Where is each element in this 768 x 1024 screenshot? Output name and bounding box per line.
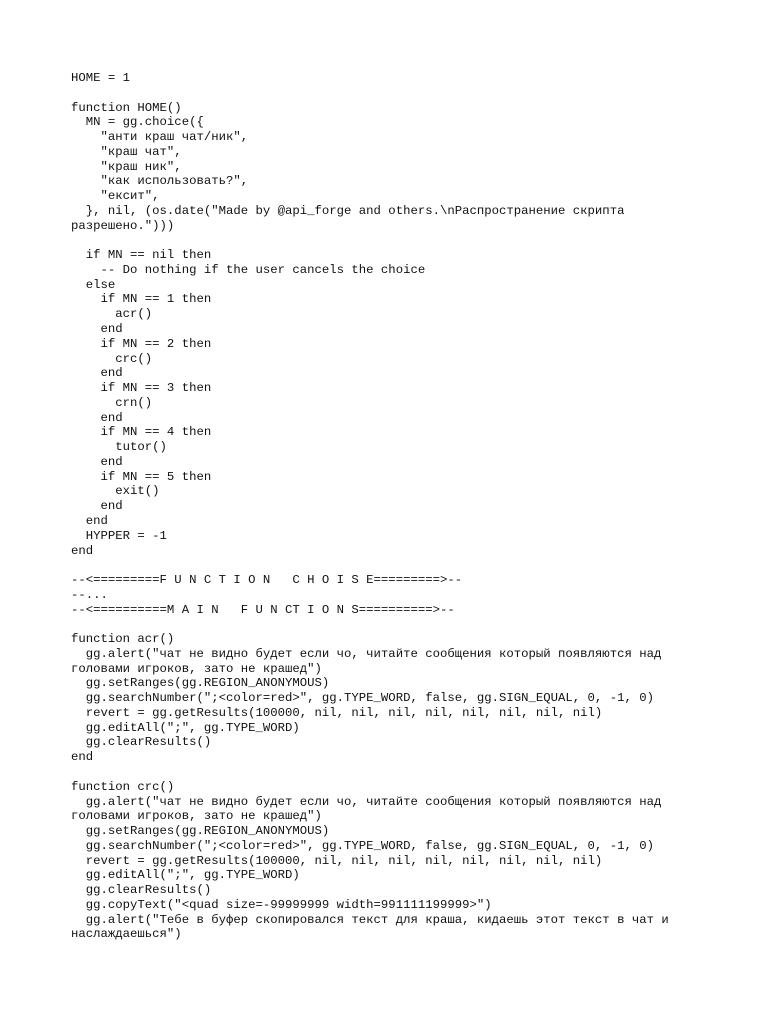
code-line bbox=[71, 617, 761, 632]
code-line: "как использовать?", bbox=[71, 174, 249, 189]
code-line: наслаждаешься") bbox=[71, 927, 182, 942]
code-line: if MN == 3 then bbox=[71, 381, 212, 396]
code-line: головами игроков, зато не крашед") bbox=[71, 661, 322, 676]
code-line bbox=[71, 558, 761, 573]
code-line: --<==========M A I N F U N CT I O N S==========>-- bbox=[71, 602, 455, 617]
code-line: tutor() bbox=[71, 440, 167, 455]
code-line: if MN == 2 then bbox=[71, 336, 212, 351]
code-line: gg.editAll(";", gg.TYPE_WORD) bbox=[71, 720, 300, 735]
code-line: function acr() bbox=[71, 632, 175, 647]
code-line: HYPPER = -1 bbox=[71, 528, 167, 543]
code-line: gg.setRanges(gg.REGION_ANONYMOUS) bbox=[71, 676, 330, 691]
code-line: "краш чат", bbox=[71, 144, 182, 159]
code-line: exit() bbox=[71, 484, 160, 499]
code-line: if MN == 4 then bbox=[71, 425, 212, 440]
code-line: crn() bbox=[71, 395, 153, 410]
code-line: end bbox=[71, 543, 94, 558]
code-line: gg.clearResults() bbox=[71, 735, 212, 750]
code-line: end bbox=[71, 454, 123, 469]
code-line: "анти краш чат/ник", bbox=[71, 130, 249, 145]
code-line: gg.alert("чат не видно будет если чо, читайте сообщения который появляются над bbox=[71, 646, 662, 661]
code-line: else bbox=[71, 277, 116, 292]
code-line: revert = gg.getResults(100000, nil, nil, nil, nil, nil, nil, nil, nil) bbox=[71, 705, 603, 720]
code-line: function HOME() bbox=[71, 100, 182, 115]
code-line: if MN == 5 then bbox=[71, 469, 212, 484]
code-line: gg.clearResults() bbox=[71, 883, 212, 898]
code-line: acr() bbox=[71, 307, 153, 322]
code-line: revert = gg.getResults(100000, nil, nil, nil, nil, nil, nil, nil, nil) bbox=[71, 853, 603, 868]
code-line: crc() bbox=[71, 351, 153, 366]
code-line: if MN == 1 then bbox=[71, 292, 212, 307]
code-line bbox=[71, 765, 761, 780]
code-line: gg.alert("Тебе в буфер скопировался текст для краша, кидаешь этот текст в чат и bbox=[71, 912, 669, 927]
code-line: -- Do nothing if the user cancels the choice bbox=[71, 262, 426, 277]
code-line: HOME = 1 bbox=[71, 71, 131, 85]
code-line: gg.searchNumber(";<color=red>", gg.TYPE_WORD, false, gg.SIGN_EQUAL, 0, -1, 0) bbox=[71, 691, 654, 706]
code-line: gg.searchNumber(";<color=red>", gg.TYPE_WORD, false, gg.SIGN_EQUAL, 0, -1, 0) bbox=[71, 838, 654, 853]
code-line: MN = gg.choice({ bbox=[71, 115, 204, 130]
code-line: gg.editAll(";", gg.TYPE_WORD) bbox=[71, 868, 300, 883]
code-line: }, nil, (os.date("Made by @api_forge and others.\nРаспространение скрипта bbox=[71, 203, 625, 218]
code-line: end bbox=[71, 366, 123, 381]
code-line: разрешено."))) bbox=[71, 218, 175, 233]
code-line: function crc() bbox=[71, 779, 175, 794]
code-line: --<=========F U N C T I O N C H O I S E=========>-- bbox=[71, 573, 463, 588]
code-line: "краш ник", bbox=[71, 159, 182, 174]
code-line: end bbox=[71, 499, 123, 514]
code-line: end bbox=[71, 513, 108, 528]
code-line: "ексит", bbox=[71, 189, 160, 204]
code-line: gg.copyText("<quad size=-99999999 width=991111199999>") bbox=[71, 897, 492, 912]
code-line: if MN == nil then bbox=[71, 248, 212, 263]
code-line: головами игроков, зато не крашед") bbox=[71, 809, 322, 824]
code-line: gg.setRanges(gg.REGION_ANONYMOUS) bbox=[71, 824, 330, 839]
code-listing bbox=[71, 71, 761, 942]
code-line: end bbox=[71, 322, 123, 337]
code-line: end bbox=[71, 410, 123, 425]
code-line bbox=[71, 233, 761, 248]
code-line: end bbox=[71, 750, 94, 765]
code-line: --... bbox=[71, 587, 108, 602]
code-line: gg.alert("чат не видно будет если чо, читайте сообщения который появляются над bbox=[71, 794, 662, 809]
code-line bbox=[71, 86, 761, 101]
